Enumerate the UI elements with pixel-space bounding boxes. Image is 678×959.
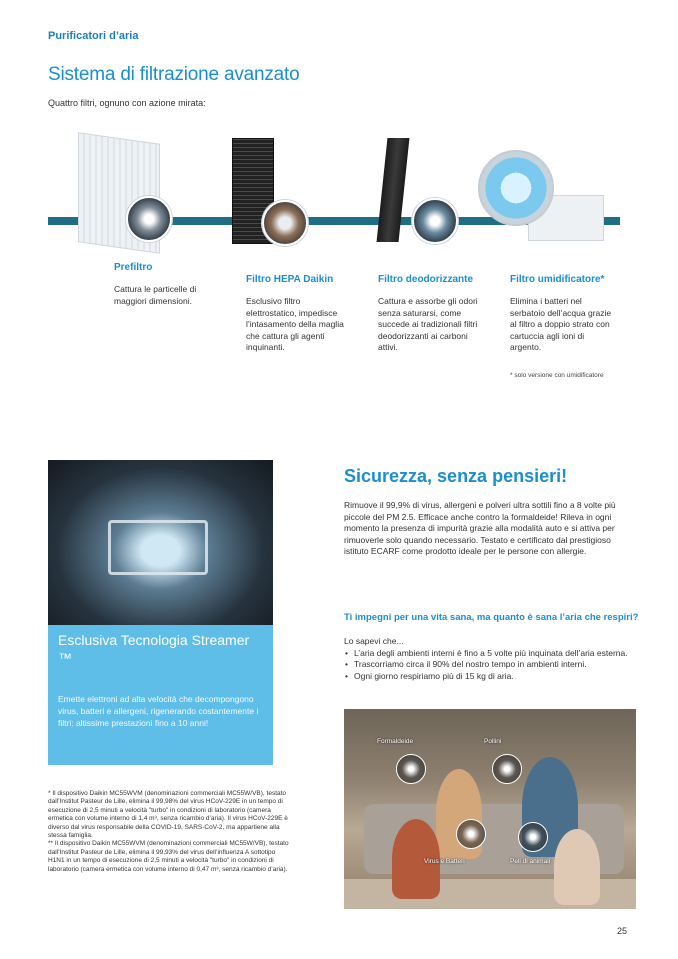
list-item: • Trascorriamo circa il 90% del nostro tempo in ambienti interni. [344, 659, 636, 671]
pollutant-bubble-icon [492, 754, 522, 784]
footnote: * Il dispositivo Daikin MC55WVM (denominazioni commerciali MC55W/VB), testato dall’Institut Pasteur de Lille, elimina il 99,98% del virus HCoV-229E in un tempo di esecuzione di 2,5 minuti a velocità "turbo" in condizioni di laboratorio (camera ermetica con volume interno di 1,4 m³, senza ricambio d’aria). Il virus HCoV-229E è diverso dal virus responsabile della COVID-19, SARS-CoV-2, ma appartiene alla stessa famiglia. [48, 790, 288, 840]
prefilter-zoom [126, 196, 172, 242]
footnote: ** Il dispositivo Daikin MC55WVM (denominazioni commerciali MC55W/VB), testato dall’Institut Pasteur de Lille, elimina il 99,93% del virus dell’influenza A sottotipo H1N1 in un tempo di esecuzione di 2,5 minuti a velocità "turbo" in condizioni di laboratorio (camera ermetica con volume interno di 0,47 m³, senza ricambio d’aria). [48, 840, 289, 873]
facts-list [344, 648, 636, 683]
photo-label: Peli di animali [510, 858, 551, 865]
page-subtitle: Quattro filtri, ognuno con azione mirata: [48, 98, 206, 108]
pollutant-bubble-icon [518, 822, 548, 852]
streamer-title: Esclusiva Tecnologia Streamer ™ [58, 632, 250, 666]
facts-intro: Lo sapevi che... [344, 636, 404, 646]
safety-title: Sicurezza, senza pensieri! [344, 466, 568, 486]
list-item: • L’aria degli ambienti interni è fino a 5 volte più inquinata dell’aria esterna. [344, 648, 636, 660]
streamer-image [48, 460, 273, 625]
filter-name: Filtro umidificatore* [510, 274, 605, 285]
filter-deodorizzante [378, 274, 478, 354]
page-title: Sistema di filtrazione avanzato [48, 64, 300, 85]
question-title: Ti impegni per una vita sana, ma quanto è sana l’aria che respiri? [344, 612, 639, 623]
pollutant-bubble-icon [396, 754, 426, 784]
streamer-desc: Emette elettroni ad alta velocità che decompongono virus, batteri e allergeni, rigenerando costantemente i filtri: altissime prestazioni fino a 10 anni! [58, 694, 259, 728]
filter-name: Filtro deodorizzante [378, 274, 473, 285]
filter-name: Prefiltro [114, 262, 153, 273]
photo-label: Pollini [484, 738, 502, 745]
filter-umidificatore [510, 274, 614, 380]
filter-desc: Cattura le particelle di maggiori dimensioni. [114, 284, 197, 306]
footnotes [48, 790, 293, 874]
filter-note: * solo versione con umidificatore [510, 371, 604, 379]
deodorizing-zoom [412, 198, 458, 244]
filter-name: Filtro HEPA Daikin [246, 274, 334, 285]
streamer-device-frame [108, 520, 208, 575]
photo-label: Virus e Batteri [424, 858, 465, 865]
streamer-box [48, 625, 273, 765]
page-number: 25 [617, 926, 628, 936]
hepa-zoom [262, 200, 308, 246]
filter-desc: Esclusivo filtro elettrostatico, impedisce l’intasamento della maglia che cattura gli agenti inquinanti. [246, 296, 344, 352]
humidifier-filter-image [478, 150, 554, 226]
pollutant-bubble-icon [456, 819, 486, 849]
safety-body: Rimuove il 99,9% di virus, allergeni e polveri ultra sottili fino a 8 volte più piccole del PM 2.5. Efficace anche contro la formaldeide! Rileva in ogni momento la presenza di impurità grazie alla modalità auto e si attiva per rimuoverle solo quando necessario. Testato e certificato dal prestigioso istituto ECARF come prodotto ideale per le persone con allergie. [344, 500, 616, 556]
facts-block [344, 636, 636, 682]
deodorizing-filter-image [377, 138, 410, 242]
filter-hepa [246, 274, 346, 354]
filter-desc: Cattura e assorbe gli odori senza saturarsi, come succede ai tradizionali filtri deodorizzanti ai carboni attivi. [378, 296, 478, 352]
photo-label: Formaldeide [377, 738, 414, 745]
list-item: • Ogni giorno respiriamo più di 15 kg di aria. [344, 671, 636, 683]
family-photo [344, 709, 636, 909]
photo-person [554, 829, 600, 905]
section-tag: Purificatori d’aria [48, 30, 139, 42]
filter-desc: Elimina i batteri nel serbatoio dell’acqua grazie al filtro a doppio strato con cartuccia agli ioni di argento. [510, 296, 612, 352]
filter-prefiltro [114, 262, 222, 307]
